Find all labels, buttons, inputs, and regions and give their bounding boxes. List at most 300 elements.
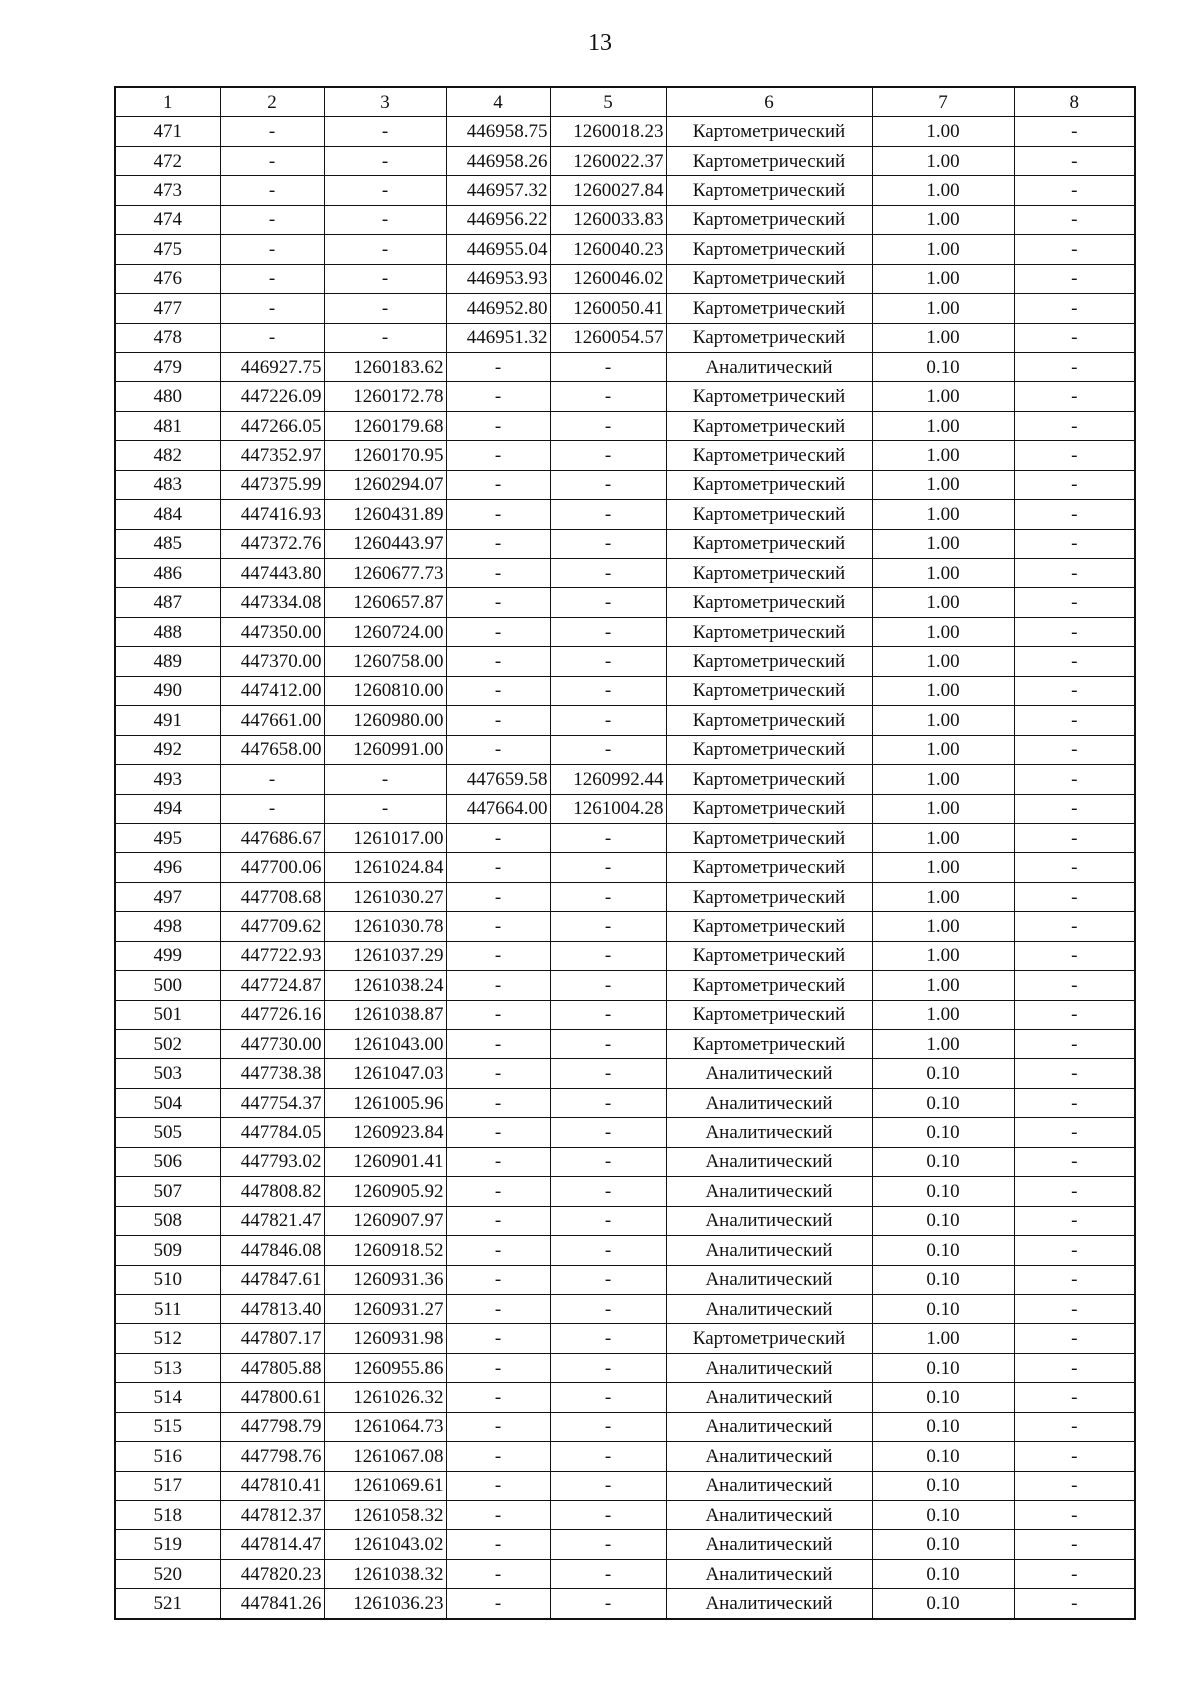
existing-y-cell: 1260810.00 [324, 676, 446, 705]
accuracy-cell: 1.00 [872, 1324, 1014, 1353]
existing-x-cell: - [220, 146, 324, 175]
existing-x-cell: 447808.82 [220, 1177, 324, 1206]
existing-x-cell: 447726.16 [220, 1000, 324, 1029]
accuracy-cell: 0.10 [872, 1530, 1014, 1559]
new-x-cell: 447664.00 [446, 794, 550, 823]
method-cell: Картометрический [666, 441, 872, 470]
table-row [115, 1383, 1135, 1412]
new-x-cell: - [446, 382, 550, 411]
new-x-cell: - [446, 411, 550, 440]
new-y-cell: - [550, 912, 666, 941]
existing-y-cell: - [324, 323, 446, 352]
point-number-cell: 497 [115, 882, 220, 911]
existing-x-cell: - [220, 264, 324, 293]
table-row [115, 617, 1135, 646]
table-row [115, 676, 1135, 705]
new-x-cell: - [446, 529, 550, 558]
table-row [115, 176, 1135, 205]
method-cell: Аналитический [666, 1059, 872, 1088]
existing-y-cell: 1261069.61 [324, 1471, 446, 1500]
table-row [115, 882, 1135, 911]
new-y-cell: - [550, 1501, 666, 1530]
existing-x-cell: 447847.61 [220, 1265, 324, 1294]
new-x-cell: - [446, 1000, 550, 1029]
existing-y-cell: 1260980.00 [324, 706, 446, 735]
point-number-cell: 474 [115, 205, 220, 234]
accuracy-cell: 0.10 [872, 1265, 1014, 1294]
existing-x-cell: 447226.09 [220, 382, 324, 411]
existing-y-cell: 1260991.00 [324, 735, 446, 764]
table-row [115, 1030, 1135, 1059]
note-cell: - [1014, 676, 1135, 705]
method-cell: Картометрический [666, 676, 872, 705]
point-number-cell: 484 [115, 500, 220, 529]
existing-x-cell: 447709.62 [220, 912, 324, 941]
new-x-cell: - [446, 1530, 550, 1559]
existing-x-cell: 447805.88 [220, 1353, 324, 1382]
new-y-cell: - [550, 1030, 666, 1059]
new-x-cell: 446958.75 [446, 117, 550, 146]
method-cell: Аналитический [666, 1147, 872, 1176]
existing-x-cell: 447798.79 [220, 1412, 324, 1441]
point-number-cell: 487 [115, 588, 220, 617]
accuracy-cell: 1.00 [872, 1030, 1014, 1059]
new-y-cell: - [550, 500, 666, 529]
method-cell: Картометрический [666, 971, 872, 1000]
column-header-8: 8 [1014, 87, 1135, 117]
note-cell: - [1014, 1589, 1135, 1619]
new-y-cell: - [550, 588, 666, 617]
existing-y-cell: 1260677.73 [324, 559, 446, 588]
method-cell: Аналитический [666, 1118, 872, 1147]
new-x-cell: - [446, 647, 550, 676]
new-y-cell: - [550, 1236, 666, 1265]
point-number-cell: 476 [115, 264, 220, 293]
new-y-cell: - [550, 1265, 666, 1294]
method-cell: Аналитический [666, 1530, 872, 1559]
existing-y-cell: 1260758.00 [324, 647, 446, 676]
existing-y-cell: 1260183.62 [324, 352, 446, 381]
method-cell: Аналитический [666, 1589, 872, 1619]
method-cell: Картометрический [666, 411, 872, 440]
new-x-cell: - [446, 1059, 550, 1088]
new-y-cell: - [550, 1589, 666, 1619]
note-cell: - [1014, 1383, 1135, 1412]
existing-x-cell: 447724.87 [220, 971, 324, 1000]
method-cell: Картометрический [666, 735, 872, 764]
new-y-cell: - [550, 1059, 666, 1088]
existing-x-cell: 447793.02 [220, 1147, 324, 1176]
method-cell: Картометрический [666, 912, 872, 941]
new-x-cell: 446955.04 [446, 235, 550, 264]
existing-y-cell: 1260294.07 [324, 470, 446, 499]
note-cell: - [1014, 1059, 1135, 1088]
accuracy-cell: 0.10 [872, 1294, 1014, 1323]
existing-x-cell: 447443.80 [220, 559, 324, 588]
existing-x-cell: 447700.06 [220, 853, 324, 882]
table-row [115, 1559, 1135, 1588]
note-cell: - [1014, 1088, 1135, 1117]
new-x-cell: 446952.80 [446, 294, 550, 323]
accuracy-cell: 1.00 [872, 382, 1014, 411]
existing-x-cell: 447754.37 [220, 1088, 324, 1117]
table-body [115, 117, 1135, 1619]
table-row [115, 765, 1135, 794]
table-row [115, 1177, 1135, 1206]
existing-x-cell: - [220, 235, 324, 264]
point-number-cell: 513 [115, 1353, 220, 1382]
point-number-cell: 508 [115, 1206, 220, 1235]
note-cell: - [1014, 411, 1135, 440]
existing-y-cell: 1260955.86 [324, 1353, 446, 1382]
existing-y-cell: 1261043.00 [324, 1030, 446, 1059]
existing-y-cell: 1260923.84 [324, 1118, 446, 1147]
note-cell: - [1014, 323, 1135, 352]
method-cell: Картометрический [666, 1000, 872, 1029]
accuracy-cell: 0.10 [872, 1088, 1014, 1117]
accuracy-cell: 1.00 [872, 146, 1014, 175]
new-x-cell: - [446, 735, 550, 764]
existing-x-cell: - [220, 176, 324, 205]
note-cell: - [1014, 853, 1135, 882]
existing-x-cell: 447370.00 [220, 647, 324, 676]
existing-x-cell: 447814.47 [220, 1530, 324, 1559]
note-cell: - [1014, 470, 1135, 499]
accuracy-cell: 0.10 [872, 1442, 1014, 1471]
accuracy-cell: 1.00 [872, 794, 1014, 823]
point-number-cell: 503 [115, 1059, 220, 1088]
new-x-cell: - [446, 559, 550, 588]
existing-x-cell: - [220, 323, 324, 352]
table-row [115, 1265, 1135, 1294]
existing-y-cell: 1261024.84 [324, 853, 446, 882]
existing-x-cell: 447812.37 [220, 1501, 324, 1530]
accuracy-cell: 1.00 [872, 235, 1014, 264]
note-cell: - [1014, 441, 1135, 470]
column-header-7: 7 [872, 87, 1014, 117]
new-x-cell: - [446, 1501, 550, 1530]
method-cell: Аналитический [666, 1559, 872, 1588]
existing-y-cell: - [324, 117, 446, 146]
accuracy-cell: 0.10 [872, 1559, 1014, 1588]
accuracy-cell: 1.00 [872, 912, 1014, 941]
existing-y-cell: 1261043.02 [324, 1530, 446, 1559]
table-row [115, 1147, 1135, 1176]
method-cell: Аналитический [666, 1294, 872, 1323]
existing-y-cell: 1261026.32 [324, 1383, 446, 1412]
accuracy-cell: 0.10 [872, 1059, 1014, 1088]
table-row [115, 1471, 1135, 1500]
method-cell: Картометрический [666, 529, 872, 558]
new-y-cell: - [550, 382, 666, 411]
point-number-cell: 500 [115, 971, 220, 1000]
existing-y-cell: - [324, 146, 446, 175]
accuracy-cell: 1.00 [872, 765, 1014, 794]
accuracy-cell: 0.10 [872, 1147, 1014, 1176]
column-header-4: 4 [446, 87, 550, 117]
new-x-cell: - [446, 1412, 550, 1441]
new-x-cell: 446956.22 [446, 205, 550, 234]
accuracy-cell: 0.10 [872, 1383, 1014, 1412]
accuracy-cell: 0.10 [872, 1501, 1014, 1530]
method-cell: Картометрический [666, 853, 872, 882]
new-x-cell: - [446, 971, 550, 1000]
existing-y-cell: 1261036.23 [324, 1589, 446, 1619]
new-x-cell: - [446, 1559, 550, 1588]
point-number-cell: 498 [115, 912, 220, 941]
point-number-cell: 494 [115, 794, 220, 823]
accuracy-cell: 1.00 [872, 117, 1014, 146]
table-row [115, 647, 1135, 676]
point-number-cell: 502 [115, 1030, 220, 1059]
note-cell: - [1014, 146, 1135, 175]
method-cell: Аналитический [666, 1471, 872, 1500]
point-number-cell: 507 [115, 1177, 220, 1206]
existing-y-cell: 1260172.78 [324, 382, 446, 411]
point-number-cell: 491 [115, 706, 220, 735]
new-y-cell: - [550, 1559, 666, 1588]
note-cell: - [1014, 1030, 1135, 1059]
accuracy-cell: 0.10 [872, 352, 1014, 381]
accuracy-cell: 1.00 [872, 205, 1014, 234]
table-row [115, 1589, 1135, 1619]
note-cell: - [1014, 1236, 1135, 1265]
method-cell: Картометрический [666, 176, 872, 205]
new-x-cell: 446958.26 [446, 146, 550, 175]
note-cell: - [1014, 765, 1135, 794]
new-x-cell: - [446, 1294, 550, 1323]
table-row [115, 146, 1135, 175]
point-number-cell: 499 [115, 941, 220, 970]
method-cell: Аналитический [666, 1206, 872, 1235]
note-cell: - [1014, 1501, 1135, 1530]
table-row [115, 235, 1135, 264]
new-y-cell: - [550, 853, 666, 882]
method-cell: Картометрический [666, 146, 872, 175]
note-cell: - [1014, 1353, 1135, 1382]
note-cell: - [1014, 706, 1135, 735]
note-cell: - [1014, 735, 1135, 764]
existing-y-cell: 1260431.89 [324, 500, 446, 529]
accuracy-cell: 1.00 [872, 529, 1014, 558]
new-x-cell: - [446, 706, 550, 735]
method-cell: Картометрический [666, 500, 872, 529]
table-row [115, 1294, 1135, 1323]
accuracy-cell: 1.00 [872, 735, 1014, 764]
point-number-cell: 486 [115, 559, 220, 588]
point-number-cell: 492 [115, 735, 220, 764]
new-y-cell: - [550, 1118, 666, 1147]
new-y-cell: - [550, 1353, 666, 1382]
column-header-2: 2 [220, 87, 324, 117]
method-cell: Аналитический [666, 1501, 872, 1530]
point-number-cell: 518 [115, 1501, 220, 1530]
new-y-cell: - [550, 971, 666, 1000]
accuracy-cell: 1.00 [872, 294, 1014, 323]
accuracy-cell: 1.00 [872, 1000, 1014, 1029]
existing-y-cell: 1260179.68 [324, 411, 446, 440]
note-cell: - [1014, 205, 1135, 234]
accuracy-cell: 1.00 [872, 176, 1014, 205]
new-x-cell: - [446, 823, 550, 852]
table-row [115, 1206, 1135, 1235]
new-y-cell: - [550, 1530, 666, 1559]
table-row [115, 294, 1135, 323]
table-row [115, 323, 1135, 352]
method-cell: Картометрический [666, 559, 872, 588]
note-cell: - [1014, 559, 1135, 588]
method-cell: Картометрический [666, 382, 872, 411]
new-x-cell: - [446, 441, 550, 470]
table-row [115, 588, 1135, 617]
existing-x-cell: 447841.26 [220, 1589, 324, 1619]
existing-y-cell: 1261058.32 [324, 1501, 446, 1530]
note-cell: - [1014, 1147, 1135, 1176]
existing-x-cell: 447266.05 [220, 411, 324, 440]
point-number-cell: 482 [115, 441, 220, 470]
point-number-cell: 472 [115, 146, 220, 175]
existing-x-cell: 447416.93 [220, 500, 324, 529]
existing-x-cell: 446927.75 [220, 352, 324, 381]
existing-x-cell: 447798.76 [220, 1442, 324, 1471]
new-x-cell: - [446, 676, 550, 705]
accuracy-cell: 0.10 [872, 1118, 1014, 1147]
table-row [115, 1000, 1135, 1029]
point-number-cell: 509 [115, 1236, 220, 1265]
point-number-cell: 479 [115, 352, 220, 381]
table-row [115, 1118, 1135, 1147]
point-number-cell: 504 [115, 1088, 220, 1117]
new-y-cell: - [550, 470, 666, 499]
table-row [115, 382, 1135, 411]
existing-y-cell: 1260901.41 [324, 1147, 446, 1176]
point-number-cell: 490 [115, 676, 220, 705]
existing-x-cell: 447352.97 [220, 441, 324, 470]
existing-x-cell: - [220, 794, 324, 823]
accuracy-cell: 1.00 [872, 470, 1014, 499]
existing-y-cell: - [324, 176, 446, 205]
table-row [115, 794, 1135, 823]
point-number-cell: 495 [115, 823, 220, 852]
existing-y-cell: 1260931.27 [324, 1294, 446, 1323]
new-x-cell: 447659.58 [446, 765, 550, 794]
new-y-cell: 1260050.41 [550, 294, 666, 323]
accuracy-cell: 0.10 [872, 1589, 1014, 1619]
new-x-cell: - [446, 1147, 550, 1176]
method-cell: Картометрический [666, 794, 872, 823]
point-number-cell: 521 [115, 1589, 220, 1619]
table-row [115, 1412, 1135, 1441]
new-y-cell: 1260992.44 [550, 765, 666, 794]
table-row [115, 706, 1135, 735]
existing-y-cell: 1260657.87 [324, 588, 446, 617]
existing-x-cell: - [220, 117, 324, 146]
new-x-cell: - [446, 470, 550, 499]
existing-y-cell: 1261038.24 [324, 971, 446, 1000]
existing-x-cell: 447372.76 [220, 529, 324, 558]
note-cell: - [1014, 117, 1135, 146]
table-row [115, 971, 1135, 1000]
method-cell: Картометрический [666, 205, 872, 234]
new-y-cell: - [550, 441, 666, 470]
note-cell: - [1014, 794, 1135, 823]
existing-x-cell: - [220, 294, 324, 323]
table-row [115, 1501, 1135, 1530]
point-number-cell: 510 [115, 1265, 220, 1294]
new-y-cell: - [550, 352, 666, 381]
new-x-cell: - [446, 1030, 550, 1059]
existing-y-cell: 1260931.98 [324, 1324, 446, 1353]
column-header-1: 1 [115, 87, 220, 117]
new-y-cell: 1261004.28 [550, 794, 666, 823]
accuracy-cell: 0.10 [872, 1412, 1014, 1441]
point-number-cell: 480 [115, 382, 220, 411]
point-number-cell: 481 [115, 411, 220, 440]
new-x-cell: - [446, 912, 550, 941]
point-number-cell: 505 [115, 1118, 220, 1147]
method-cell: Картометрический [666, 765, 872, 794]
existing-x-cell: 447661.00 [220, 706, 324, 735]
note-cell: - [1014, 617, 1135, 646]
point-number-cell: 515 [115, 1412, 220, 1441]
accuracy-cell: 1.00 [872, 647, 1014, 676]
accuracy-cell: 1.00 [872, 617, 1014, 646]
coordinates-table [114, 86, 1136, 1620]
new-y-cell: - [550, 411, 666, 440]
method-cell: Аналитический [666, 1383, 872, 1412]
point-number-cell: 520 [115, 1559, 220, 1588]
accuracy-cell: 1.00 [872, 706, 1014, 735]
method-cell: Картометрический [666, 647, 872, 676]
existing-y-cell: 1260907.97 [324, 1206, 446, 1235]
new-y-cell: 1260027.84 [550, 176, 666, 205]
accuracy-cell: 1.00 [872, 323, 1014, 352]
note-cell: - [1014, 352, 1135, 381]
new-y-cell: - [550, 1088, 666, 1117]
table-row [115, 1530, 1135, 1559]
accuracy-cell: 1.00 [872, 941, 1014, 970]
note-cell: - [1014, 264, 1135, 293]
method-cell: Картометрический [666, 941, 872, 970]
note-cell: - [1014, 1294, 1135, 1323]
accuracy-cell: 0.10 [872, 1236, 1014, 1265]
new-x-cell: 446951.32 [446, 323, 550, 352]
note-cell: - [1014, 647, 1135, 676]
note-cell: - [1014, 882, 1135, 911]
new-y-cell: - [550, 1177, 666, 1206]
note-cell: - [1014, 529, 1135, 558]
column-header-5: 5 [550, 87, 666, 117]
accuracy-cell: 1.00 [872, 853, 1014, 882]
accuracy-cell: 0.10 [872, 1177, 1014, 1206]
new-x-cell: - [446, 941, 550, 970]
note-cell: - [1014, 1000, 1135, 1029]
new-y-cell: - [550, 647, 666, 676]
note-cell: - [1014, 1324, 1135, 1353]
existing-x-cell: - [220, 205, 324, 234]
new-x-cell: - [446, 853, 550, 882]
table-row [115, 264, 1135, 293]
accuracy-cell: 1.00 [872, 500, 1014, 529]
accuracy-cell: 0.10 [872, 1353, 1014, 1382]
note-cell: - [1014, 941, 1135, 970]
existing-x-cell: 447738.38 [220, 1059, 324, 1088]
method-cell: Картометрический [666, 823, 872, 852]
method-cell: Картометрический [666, 706, 872, 735]
existing-x-cell: 447813.40 [220, 1294, 324, 1323]
accuracy-cell: 1.00 [872, 882, 1014, 911]
existing-y-cell: 1260724.00 [324, 617, 446, 646]
